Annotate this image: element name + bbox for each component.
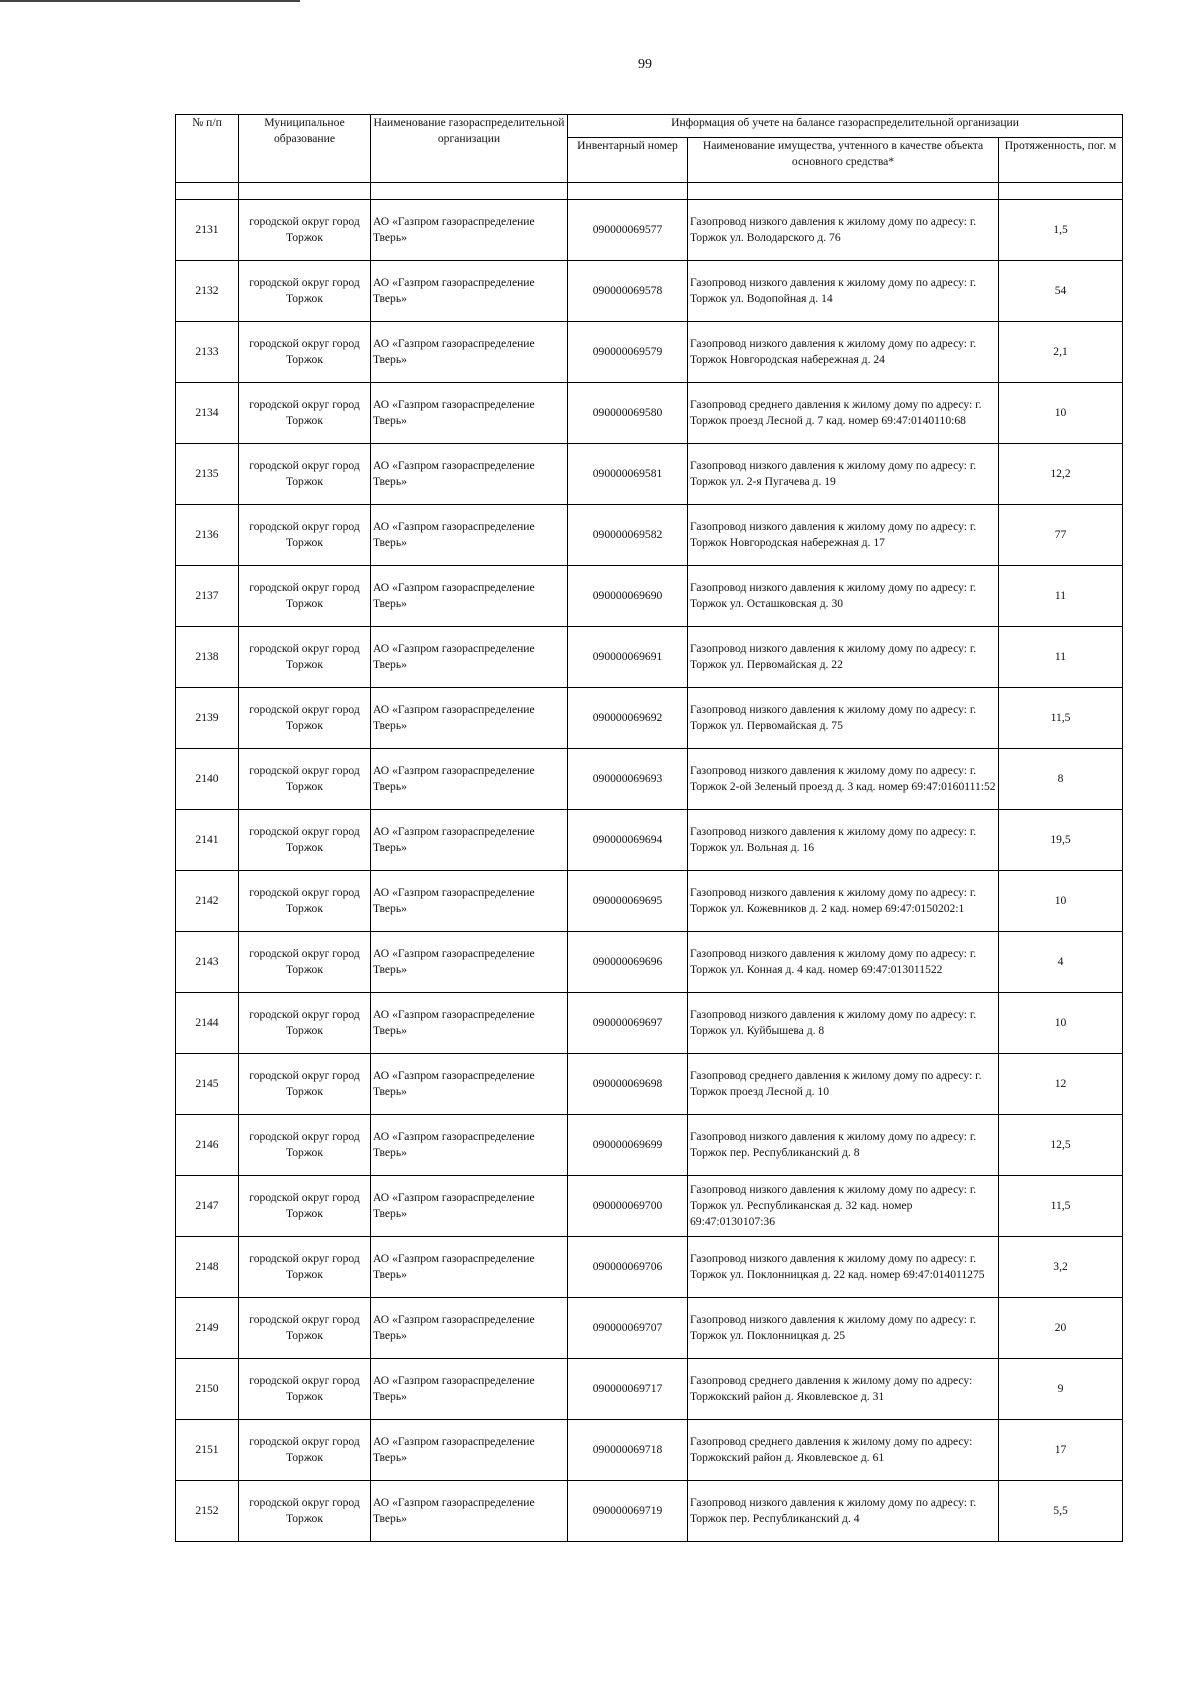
spacer-cell xyxy=(371,183,568,200)
row-asset-description: Газопровод низкого давления к жилому дому по адресу: г. Торжок ул. 2-я Пугачева д. 19 xyxy=(688,444,999,505)
row-organization: АО «Газпром газораспределение Тверь» xyxy=(371,444,568,505)
row-asset-description: Газопровод низкого давления к жилому дому по адресу: г. Торжок пер. Республиканский д. 8 xyxy=(688,1115,999,1176)
row-length: 11 xyxy=(999,627,1123,688)
row-length: 2,1 xyxy=(999,322,1123,383)
row-inventory-number: 090000069694 xyxy=(568,810,688,871)
header-num: № п/п xyxy=(176,115,239,183)
row-asset-description: Газопровод низкого давления к жилому дому по адресу: г. Торжок ул. Поклонницкая д. 25 xyxy=(688,1298,999,1359)
row-inventory-number: 090000069706 xyxy=(568,1237,688,1298)
scan-top-rule xyxy=(0,0,300,2)
row-municipality: городской округ город Торжок xyxy=(239,627,371,688)
row-length: 4 xyxy=(999,932,1123,993)
row-asset-description: Газопровод низкого давления к жилому дому по адресу: г. Торжок пер. Республиканский д. 4 xyxy=(688,1481,999,1542)
row-municipality: городской округ город Торжок xyxy=(239,1115,371,1176)
row-number: 2141 xyxy=(176,810,239,871)
row-length: 54 xyxy=(999,261,1123,322)
row-organization: АО «Газпром газораспределение Тверь» xyxy=(371,932,568,993)
row-inventory-number: 090000069717 xyxy=(568,1359,688,1420)
row-inventory-number: 090000069693 xyxy=(568,749,688,810)
row-asset-description: Газопровод среднего давления к жилому дому по адресу: г. Торжок проезд Лесной д. 10 xyxy=(688,1054,999,1115)
row-municipality: городской округ город Торжок xyxy=(239,444,371,505)
row-inventory-number: 090000069700 xyxy=(568,1176,688,1237)
row-length: 77 xyxy=(999,505,1123,566)
row-number: 2134 xyxy=(176,383,239,444)
table-row xyxy=(176,1054,1123,1115)
spacer-cell xyxy=(239,183,371,200)
row-organization: АО «Газпром газораспределение Тверь» xyxy=(371,871,568,932)
table-row xyxy=(176,627,1123,688)
row-organization: АО «Газпром газораспределение Тверь» xyxy=(371,566,568,627)
row-number: 2131 xyxy=(176,200,239,261)
row-number: 2145 xyxy=(176,1054,239,1115)
row-number: 2149 xyxy=(176,1298,239,1359)
row-length: 10 xyxy=(999,993,1123,1054)
table-row xyxy=(176,871,1123,932)
row-length: 12,5 xyxy=(999,1115,1123,1176)
row-inventory-number: 090000069579 xyxy=(568,322,688,383)
table-row xyxy=(176,444,1123,505)
row-asset-description: Газопровод среднего давления к жилому дому по адресу: г. Торжок проезд Лесной д. 7 кад. номер 69:47:0140110:68 xyxy=(688,383,999,444)
row-inventory-number: 090000069697 xyxy=(568,993,688,1054)
row-length: 8 xyxy=(999,749,1123,810)
row-municipality: городской округ город Торжок xyxy=(239,505,371,566)
row-asset-description: Газопровод низкого давления к жилому дому по адресу: г. Торжок ул. Кожевников д. 2 кад. номер 69:47:0150202:1 xyxy=(688,871,999,932)
row-organization: АО «Газпром газораспределение Тверь» xyxy=(371,1420,568,1481)
row-municipality: городской округ город Торжок xyxy=(239,1237,371,1298)
row-municipality: городской округ город Торжок xyxy=(239,1359,371,1420)
row-asset-description: Газопровод среднего давления к жилому дому по адресу: Торжокский район д. Яковлевское д. 61 xyxy=(688,1420,999,1481)
row-inventory-number: 090000069691 xyxy=(568,627,688,688)
row-organization: АО «Газпром газораспределение Тверь» xyxy=(371,261,568,322)
row-inventory-number: 090000069707 xyxy=(568,1298,688,1359)
table-row xyxy=(176,1298,1123,1359)
row-asset-description: Газопровод низкого давления к жилому дому по адресу: г. Торжок ул. Водопойная д. 14 xyxy=(688,261,999,322)
row-municipality: городской округ город Торжок xyxy=(239,200,371,261)
row-inventory-number: 090000069718 xyxy=(568,1420,688,1481)
table-row xyxy=(176,261,1123,322)
row-length: 17 xyxy=(999,1420,1123,1481)
row-municipality: городской округ город Торжок xyxy=(239,1298,371,1359)
row-asset-description: Газопровод низкого давления к жилому дому по адресу: г. Торжок ул. Осташковская д. 30 xyxy=(688,566,999,627)
row-inventory-number: 090000069698 xyxy=(568,1054,688,1115)
row-municipality: городской округ город Торжок xyxy=(239,1054,371,1115)
row-inventory-number: 090000069719 xyxy=(568,1481,688,1542)
page-number: 99 xyxy=(638,57,652,72)
row-number: 2138 xyxy=(176,627,239,688)
row-number: 2143 xyxy=(176,932,239,993)
row-number: 2148 xyxy=(176,1237,239,1298)
row-asset-description: Газопровод низкого давления к жилому дому по адресу: г. Торжок ул. Республиканская д. 32 кад. номер 69:47:0130107:36 xyxy=(688,1176,999,1237)
table-row xyxy=(176,200,1123,261)
row-asset-description: Газопровод низкого давления к жилому дому по адресу: г. Торжок ул. Куйбышева д. 8 xyxy=(688,993,999,1054)
row-inventory-number: 090000069578 xyxy=(568,261,688,322)
table-row xyxy=(176,810,1123,871)
table-row xyxy=(176,688,1123,749)
row-organization: АО «Газпром газораспределение Тверь» xyxy=(371,383,568,444)
row-organization: АО «Газпром газораспределение Тверь» xyxy=(371,1359,568,1420)
row-organization: АО «Газпром газораспределение Тверь» xyxy=(371,688,568,749)
row-number: 2135 xyxy=(176,444,239,505)
row-organization: АО «Газпром газораспределение Тверь» xyxy=(371,627,568,688)
table-row xyxy=(176,566,1123,627)
row-municipality: городской округ город Торжок xyxy=(239,749,371,810)
row-municipality: городской округ город Торжок xyxy=(239,383,371,444)
row-organization: АО «Газпром газораспределение Тверь» xyxy=(371,505,568,566)
row-organization: АО «Газпром газораспределение Тверь» xyxy=(371,810,568,871)
row-length: 20 xyxy=(999,1298,1123,1359)
row-organization: АО «Газпром газораспределение Тверь» xyxy=(371,1054,568,1115)
row-number: 2144 xyxy=(176,993,239,1054)
table-row xyxy=(176,749,1123,810)
row-asset-description: Газопровод низкого давления к жилому дому по адресу: г. Торжок ул. Поклонницкая д. 22 кад. номер 69:47:014011275 xyxy=(688,1237,999,1298)
row-municipality: городской округ город Торжок xyxy=(239,1481,371,1542)
row-municipality: городской округ город Торжок xyxy=(239,688,371,749)
gas-pipeline-registry-table xyxy=(175,114,1123,1542)
table-row xyxy=(176,322,1123,383)
row-number: 2139 xyxy=(176,688,239,749)
row-number: 2137 xyxy=(176,566,239,627)
table-row xyxy=(176,1176,1123,1237)
row-inventory-number: 090000069695 xyxy=(568,871,688,932)
spacer-cell xyxy=(176,183,239,200)
row-length: 10 xyxy=(999,871,1123,932)
row-inventory-number: 090000069696 xyxy=(568,932,688,993)
row-asset-description: Газопровод низкого давления к жилому дому по адресу: г. Торжок ул. Первомайская д. 75 xyxy=(688,688,999,749)
header-organization: Наименование газораспределительной организации xyxy=(371,115,568,183)
header-inventory-number: Инвентарный номер xyxy=(568,138,688,183)
row-municipality: городской округ город Торжок xyxy=(239,932,371,993)
header-asset-name: Наименование имущества, учтенного в качестве объекта основного средства* xyxy=(688,138,999,183)
table-row xyxy=(176,932,1123,993)
row-number: 2136 xyxy=(176,505,239,566)
table-row xyxy=(176,505,1123,566)
row-length: 12,2 xyxy=(999,444,1123,505)
row-inventory-number: 090000069577 xyxy=(568,200,688,261)
row-organization: АО «Газпром газораспределение Тверь» xyxy=(371,200,568,261)
table-row xyxy=(176,1115,1123,1176)
row-asset-description: Газопровод низкого давления к жилому дому по адресу: г. Торжок Новгородская набережная д. 24 xyxy=(688,322,999,383)
row-length: 11,5 xyxy=(999,1176,1123,1237)
row-municipality: городской округ город Торжок xyxy=(239,810,371,871)
row-asset-description: Газопровод низкого давления к жилому дому по адресу: г. Торжок ул. Вольная д. 16 xyxy=(688,810,999,871)
table-row xyxy=(176,1359,1123,1420)
table-row xyxy=(176,993,1123,1054)
row-organization: АО «Газпром газораспределение Тверь» xyxy=(371,1481,568,1542)
row-asset-description: Газопровод низкого давления к жилому дому по адресу: г. Торжок ул. Конная д. 4 кад. номер 69:47:013011522 xyxy=(688,932,999,993)
row-number: 2147 xyxy=(176,1176,239,1237)
spacer-cell xyxy=(568,183,688,200)
row-organization: АО «Газпром газораспределение Тверь» xyxy=(371,1115,568,1176)
row-municipality: городской округ город Торжок xyxy=(239,1176,371,1237)
header-length: Протяженность, пог. м xyxy=(999,138,1123,183)
row-organization: АО «Газпром газораспределение Тверь» xyxy=(371,1176,568,1237)
registry-body xyxy=(176,200,1123,1542)
row-municipality: городской округ город Торжок xyxy=(239,1420,371,1481)
table-row xyxy=(176,383,1123,444)
row-length: 1,5 xyxy=(999,200,1123,261)
row-asset-description: Газопровод низкого давления к жилому дому по адресу: г. Торжок 2-ой Зеленый проезд д. 3 кад. номер 69:47:0160111:52 xyxy=(688,749,999,810)
row-length: 3,2 xyxy=(999,1237,1123,1298)
row-length: 11,5 xyxy=(999,688,1123,749)
table-row xyxy=(176,1481,1123,1542)
row-asset-description: Газопровод среднего давления к жилому дому по адресу: Торжокский район д. Яковлевское д. 31 xyxy=(688,1359,999,1420)
table-row xyxy=(176,1237,1123,1298)
row-length: 10 xyxy=(999,383,1123,444)
spacer-cell xyxy=(999,183,1123,200)
row-inventory-number: 090000069581 xyxy=(568,444,688,505)
row-inventory-number: 090000069582 xyxy=(568,505,688,566)
row-length: 19,5 xyxy=(999,810,1123,871)
row-asset-description: Газопровод низкого давления к жилому дому по адресу: г. Торжок ул. Володарского д. 76 xyxy=(688,200,999,261)
table-row xyxy=(176,1420,1123,1481)
row-organization: АО «Газпром газораспределение Тверь» xyxy=(371,322,568,383)
row-inventory-number: 090000069699 xyxy=(568,1115,688,1176)
row-organization: АО «Газпром газораспределение Тверь» xyxy=(371,1298,568,1359)
row-municipality: городской округ город Торжок xyxy=(239,322,371,383)
row-length: 12 xyxy=(999,1054,1123,1115)
row-municipality: городской округ город Торжок xyxy=(239,871,371,932)
row-number: 2151 xyxy=(176,1420,239,1481)
row-municipality: городской округ город Торжок xyxy=(239,993,371,1054)
row-number: 2140 xyxy=(176,749,239,810)
row-inventory-number: 090000069690 xyxy=(568,566,688,627)
row-number: 2132 xyxy=(176,261,239,322)
row-municipality: городской округ город Торжок xyxy=(239,566,371,627)
row-length: 11 xyxy=(999,566,1123,627)
row-number: 2146 xyxy=(176,1115,239,1176)
row-asset-description: Газопровод низкого давления к жилому дому по адресу: г. Торжок ул. Первомайская д. 22 xyxy=(688,627,999,688)
row-municipality: городской округ город Торжок xyxy=(239,261,371,322)
row-inventory-number: 090000069580 xyxy=(568,383,688,444)
row-asset-description: Газопровод низкого давления к жилому дому по адресу: г. Торжок Новгородская набережная д. 17 xyxy=(688,505,999,566)
row-inventory-number: 090000069692 xyxy=(568,688,688,749)
row-organization: АО «Газпром газораспределение Тверь» xyxy=(371,993,568,1054)
row-number: 2150 xyxy=(176,1359,239,1420)
row-number: 2133 xyxy=(176,322,239,383)
row-number: 2152 xyxy=(176,1481,239,1542)
row-organization: АО «Газпром газораспределение Тверь» xyxy=(371,749,568,810)
spacer-cell xyxy=(688,183,999,200)
row-number: 2142 xyxy=(176,871,239,932)
row-length: 9 xyxy=(999,1359,1123,1420)
row-organization: АО «Газпром газораспределение Тверь» xyxy=(371,1237,568,1298)
row-length: 5,5 xyxy=(999,1481,1123,1542)
header-municipality: Муниципальное образование xyxy=(239,115,371,183)
header-balance-info: Информация об учете на балансе газораспределительной организации xyxy=(568,115,1123,138)
